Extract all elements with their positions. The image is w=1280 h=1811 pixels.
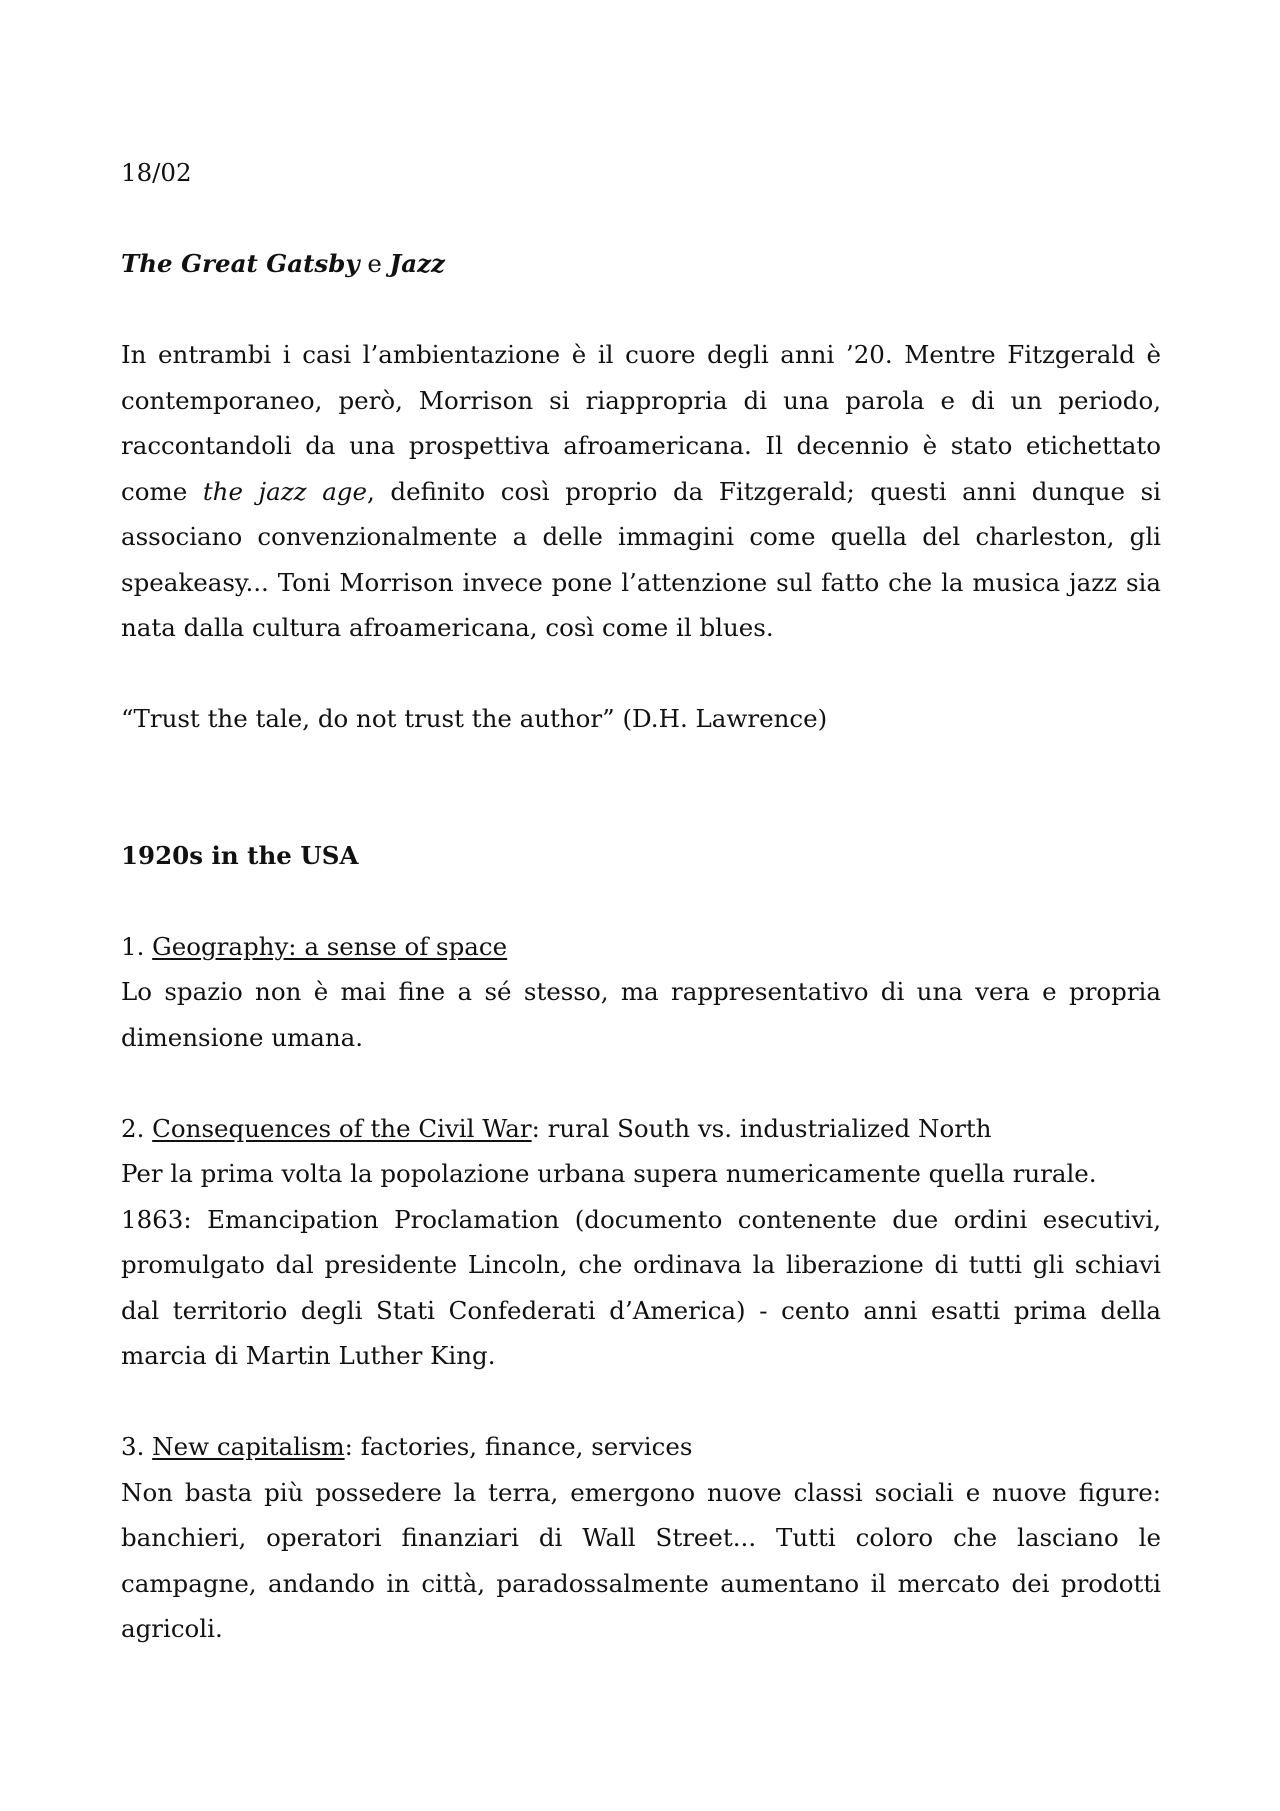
- item-heading: [121, 924, 1161, 970]
- document-title: [121, 241, 1161, 287]
- item-heading: [121, 1424, 1161, 1470]
- list-item-geography: [121, 924, 1161, 1061]
- item-paragraph: Per la prima volta la popolazione urbana supera numericamente quella rurale.: [121, 1159, 1097, 1188]
- section-heading: 1920s in the USA: [121, 840, 359, 870]
- intro-text-end: , definito così proprio da Fitzgerald; questi anni dunque si associano convenzionalmente a delle immagini come quella del charleston, gli speakeasy... Toni Morrison invece pone l’attenzione sul fatto che la musica jazz sia nata dalla cultura afroamericana, così come il blues.: [121, 476, 1161, 642]
- intro-emphasis: the jazz age: [202, 476, 367, 506]
- quote-line: “Trust the tale, do not trust the author” (D.H. Lawrence): [121, 704, 828, 733]
- item-paragraph: Non basta più possedere la terra, emergono nuove classi sociali e nuove figure: banchieri, operatori finanziari di Wall Street... Tutti coloro che lasciano le campagne, andando in città, paradossalmente aumentano il mercato dei prodotti agricoli.: [121, 1477, 1161, 1643]
- title-book-2: Jazz: [389, 249, 445, 278]
- item-number: 2.: [121, 1113, 153, 1143]
- list-item-capitalism: [121, 1424, 1161, 1652]
- item-paragraph: 1863: Emancipation Proclamation (documento contenente due ordini esecutivi, promulgato dal presidente Lincoln, che ordinava la liberazione di tutti gli schiavi dal territorio degli Stati Confederati d’America) - cento anni esatti prima della marcia di Martin Luther King.: [121, 1204, 1161, 1370]
- item-number: 1.: [121, 931, 153, 961]
- list-item-civil-war: [121, 1106, 1161, 1379]
- date-line: 18/02: [121, 158, 192, 187]
- title-conjunction: e: [359, 249, 390, 278]
- item-subtitle: : factories, finance, services: [344, 1432, 693, 1461]
- item-title: Consequences of the Civil War: [152, 1113, 532, 1143]
- item-title: Geography: a sense of space: [152, 931, 508, 961]
- intro-paragraph: [121, 332, 1161, 651]
- title-book-1: The Great Gatsby: [121, 249, 360, 278]
- item-title: New capitalism: [152, 1432, 345, 1461]
- item-paragraph: Lo spazio non è mai fine a sé stesso, ma rappresentativo di una vera e propria dimensione umana.: [121, 977, 1161, 1052]
- intro-text-start: In entrambi i casi l’ambientazione è il cuore degli anni ’20. Mentre Fitzgerald è contemporaneo, però, Morrison si riappropria di una parola e di un periodo, raccontandoli da una prospettiva afroamericana. Il decennio è stato etichettato come: [121, 340, 1161, 506]
- item-subtitle: : rural South vs. industrialized North: [531, 1113, 992, 1143]
- item-number: 3.: [121, 1432, 153, 1461]
- item-heading: [121, 1106, 1161, 1152]
